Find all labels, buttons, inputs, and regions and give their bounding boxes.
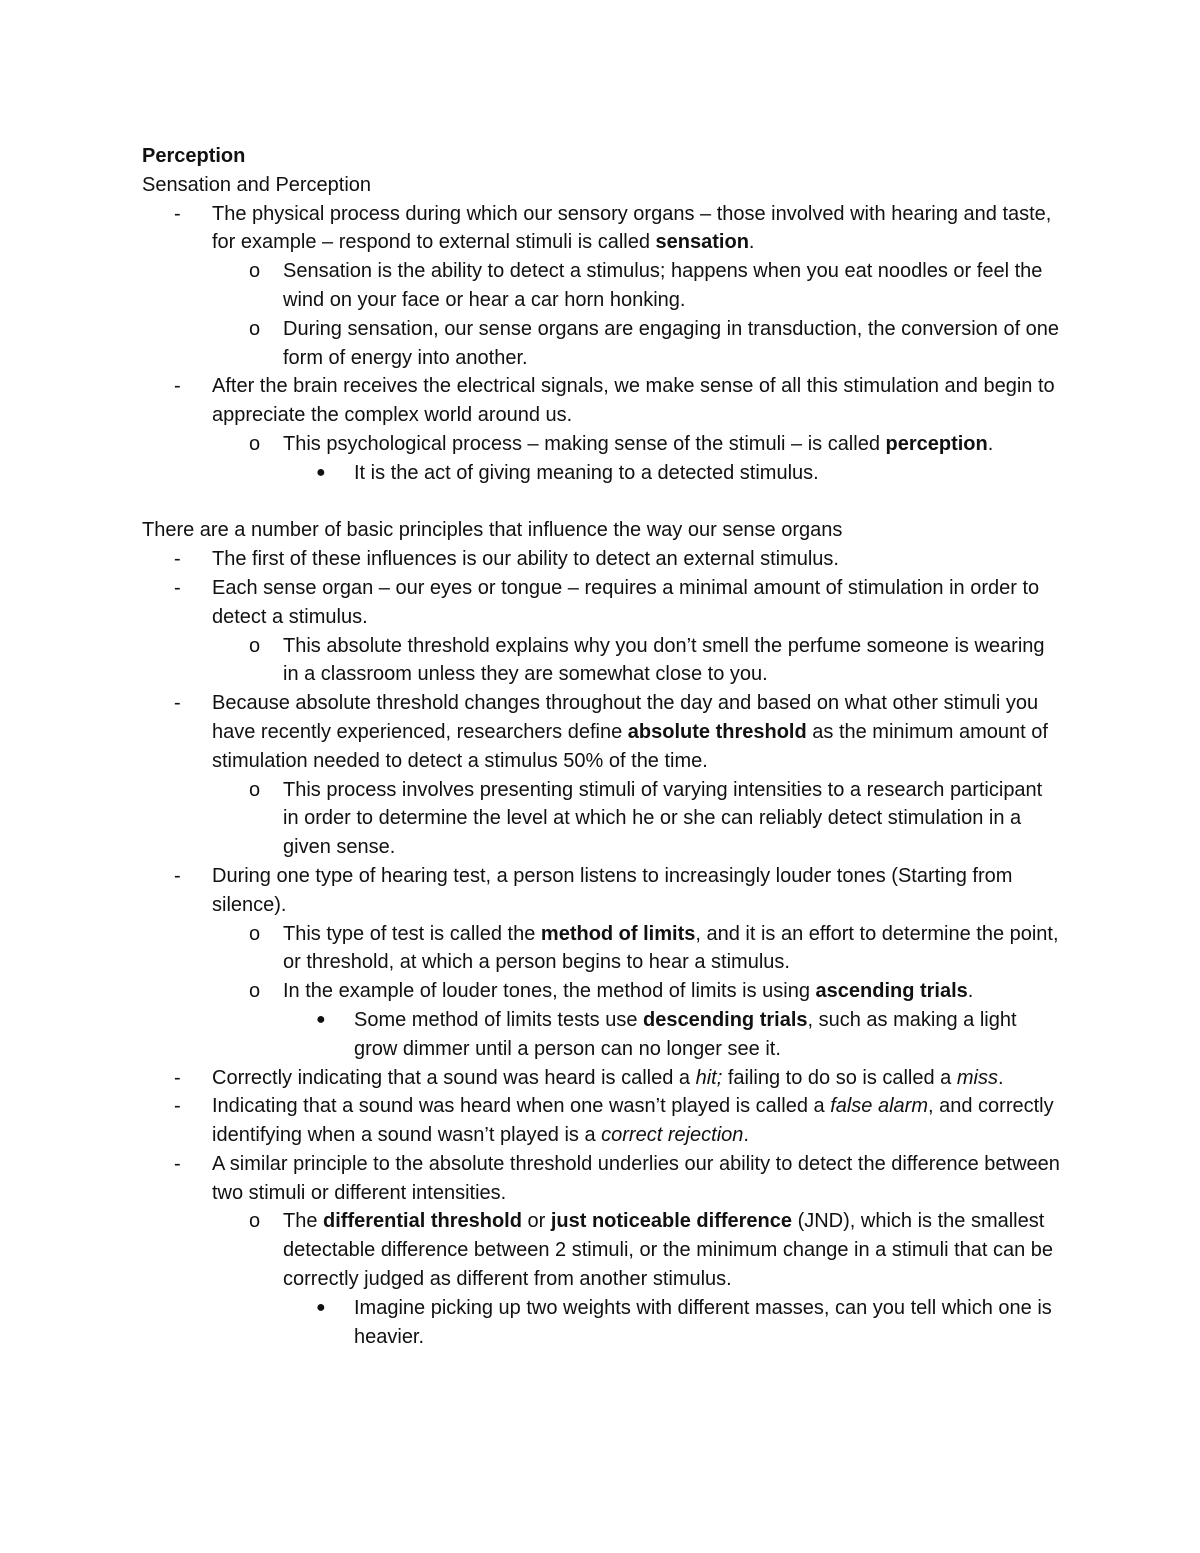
text-run: Indicating that a sound was heard when one wasn’t played is called a — [212, 1095, 831, 1118]
text-run: There are a number of basic principles that influence the way our sense organs — [142, 519, 843, 542]
list-marker: o — [249, 634, 261, 657]
outline-item-level-1 — [142, 372, 1062, 430]
list-marker: ● — [316, 1010, 326, 1028]
bold-term: just noticeable difference — [550, 1210, 793, 1233]
list-marker: o — [249, 980, 261, 1003]
text-run: , and correctly identifying when a sound wasn’t played is a — [212, 1095, 1054, 1147]
outline-item-level-1 — [142, 689, 1062, 775]
outline-item-level-3 — [142, 1006, 1062, 1064]
list-marker: o — [249, 778, 261, 801]
section-heading: Sensation and Perception — [142, 173, 372, 196]
outline-item-level-3 — [142, 1294, 1062, 1352]
text-run: . — [743, 1124, 749, 1147]
outline-item-level-2 — [142, 632, 1062, 690]
text-run: failing to do so is called a — [722, 1066, 957, 1089]
text-run: . — [748, 231, 755, 254]
text-run: This psychological process – making sense of the stimuli – is called — [283, 432, 886, 455]
outline-item-level-3 — [142, 459, 1062, 488]
text-run: This type of test is called the — [283, 922, 541, 945]
text-run: , such as making a light grow dimmer until a person can no longer see it. — [354, 1008, 1017, 1060]
outline-item-level-2 — [142, 257, 1062, 315]
italic-term: miss — [956, 1066, 998, 1089]
text-run: Each sense organ – our eyes or tongue – requires a minimal amount of stimulation in order to detect a stimulus. — [212, 576, 1040, 628]
outline-item-level-2 — [142, 920, 1062, 978]
outline-item-level-1 — [142, 1092, 1062, 1150]
bold-term: descending trials — [643, 1008, 808, 1031]
text-run: The — [283, 1210, 324, 1233]
outline-list — [142, 200, 1062, 1352]
bold-term: differential threshold — [323, 1210, 522, 1233]
text-run: , and it is an effort to determine the point, or threshold, at which a person begins to hear a stimulus. — [283, 922, 1059, 974]
text-run: or — [521, 1210, 551, 1233]
italic-term: hit; — [695, 1066, 723, 1089]
text-run: The physical process during which our sensory organs – those involved with hearing and taste, for example – respond to external stimuli is called — [212, 202, 1052, 254]
bold-term: absolute threshold — [627, 720, 807, 743]
outline-item-level-1 — [142, 862, 1062, 920]
list-marker: - — [174, 1152, 181, 1175]
bold-term: perception — [885, 432, 988, 455]
list-marker: - — [174, 1066, 181, 1089]
text-run: Sensation is the ability to detect a stimulus; happens when you eat noodles or feel the wind on your face or hear a car horn honking. — [283, 260, 1043, 311]
bold-term: ascending trials — [815, 980, 968, 1003]
outline-item-level-1 — [142, 200, 1062, 258]
list-marker: ● — [316, 463, 326, 481]
text-run: . — [987, 432, 994, 455]
list-marker: ● — [316, 1298, 326, 1316]
outline-item-level-2 — [142, 315, 1062, 373]
text-run: During sensation, our sense organs are engaging in transduction, the conversion of one form of energy into another. — [283, 317, 1060, 369]
outline-item-level-2 — [142, 977, 1062, 1006]
outline-item-level-1 — [142, 545, 1062, 574]
list-marker: - — [174, 202, 181, 225]
text-run: Some method of limits tests use — [354, 1008, 644, 1031]
paragraph — [142, 516, 1062, 545]
text-run: It is the act of giving meaning to a detected stimulus. — [354, 461, 819, 484]
blank-line — [142, 488, 1062, 517]
outline-item-level-1 — [142, 1150, 1062, 1208]
text-run: (JND), which is the smallest detectable difference between 2 stimuli, or the minimum change in a stimuli that can be correctly judged as different from another stimulus. — [283, 1210, 1054, 1291]
outline-item-level-1 — [142, 574, 1062, 632]
list-marker: o — [249, 922, 261, 945]
text-run: . — [997, 1066, 1004, 1089]
document-body — [142, 142, 1062, 1351]
text-run: Correctly indicating that a sound was heard is called a — [212, 1066, 696, 1089]
outline-item-level-2 — [142, 1207, 1062, 1293]
list-marker: - — [174, 375, 181, 398]
list-marker: - — [174, 548, 181, 571]
list-marker: o — [249, 260, 261, 283]
text-run: Imagine picking up two weights with different masses, can you tell which one is heavier. — [354, 1296, 1052, 1348]
text-run: This process involves presenting stimuli of varying intensities to a research participant in order to determine the level at which he or she can reliably detect stimulation in a given sense. — [283, 778, 1043, 859]
list-marker: o — [249, 432, 261, 455]
bold-term: sensation — [655, 231, 749, 254]
bold-term: method of limits — [540, 922, 696, 945]
list-marker: o — [249, 317, 261, 340]
text-run: . — [967, 980, 974, 1003]
list-marker: - — [174, 692, 181, 715]
text-run: as the minimum amount of stimulation needed to detect a stimulus 50% of the time. — [212, 720, 1048, 772]
list-marker: - — [174, 576, 181, 599]
text-run: During one type of hearing test, a person listens to increasingly louder tones (Starting from silence). — [212, 864, 1013, 916]
text-run: After the brain receives the electrical signals, we make sense of all this stimulation and begin to appreciate the complex world around us. — [212, 375, 1055, 427]
outline-item-level-1 — [142, 1064, 1062, 1093]
list-marker: - — [174, 864, 181, 887]
text-run: The first of these influences is our ability to detect an external stimulus. — [212, 548, 839, 571]
outline-item-level-2 — [142, 430, 1062, 459]
text-run: This absolute threshold explains why you don’t smell the perfume someone is wearing in a classroom unless they are somewhat close to you. — [283, 634, 1045, 686]
outline-item-level-2 — [142, 776, 1062, 862]
text-run: In the example of louder tones, the method of limits is using — [283, 980, 816, 1003]
italic-term: false alarm — [830, 1095, 928, 1118]
text-run: A similar principle to the absolute threshold underlies our ability to detect the difference between two stimuli or different intensities. — [212, 1152, 1060, 1204]
document-title: Perception — [142, 145, 246, 167]
text-run: Because absolute threshold changes throughout the day and based on what other stimuli you have recently experienced, researchers define — [212, 692, 1039, 743]
list-marker: o — [249, 1210, 261, 1233]
list-marker: - — [174, 1095, 181, 1118]
italic-term: correct rejection — [601, 1124, 744, 1147]
